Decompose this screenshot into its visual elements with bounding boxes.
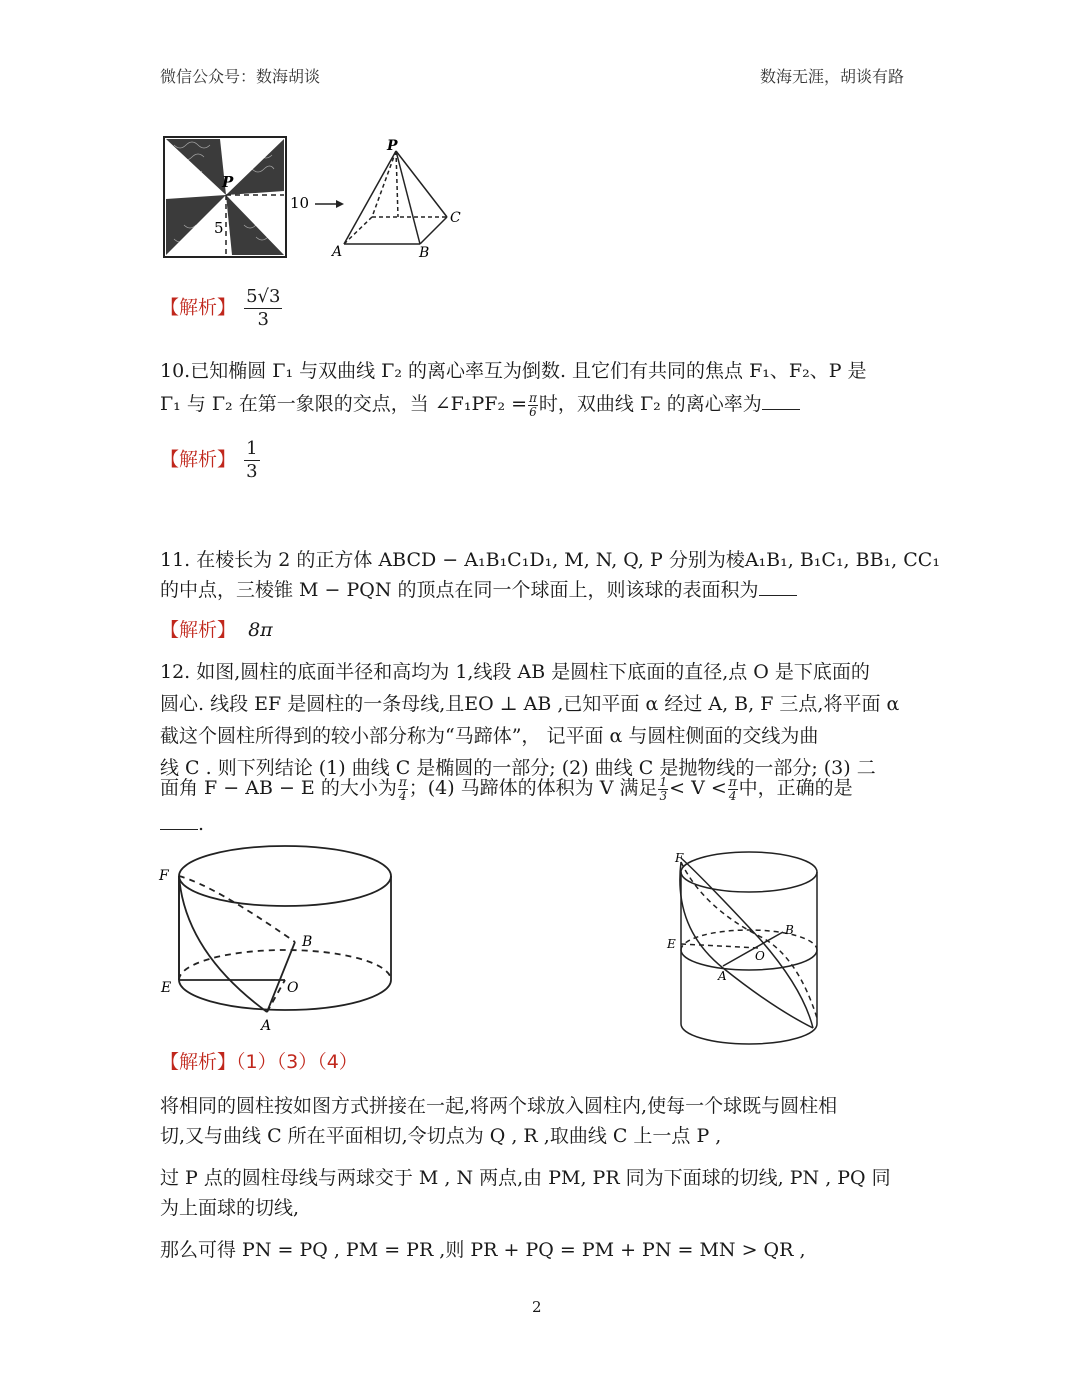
answer-11 [160, 614, 920, 646]
label-o: O [755, 949, 765, 963]
label-e: E [161, 980, 172, 996]
label-p: P [222, 173, 234, 191]
q12-line6: . [160, 808, 920, 840]
label-f: F [159, 868, 169, 884]
solution-p1a: 将相同的圆柱按如图方式拼接在一起,将两个球放入圆柱内,使每一个球既与圆柱相 [160, 1095, 838, 1117]
frac-num: 1 [246, 438, 258, 459]
q12-line1: 12. 如图,圆柱的底面半径和高均为 1,线段 AB 是圆柱下底面的直径,点 O 是下底面的 [160, 661, 870, 683]
q11-line1: 11. 在棱长为 2 的正方体 ABCD − A₁B₁C₁D₁, M, N, Q, P 分别为棱A₁B₁, B₁C₁, BB₁, CC₁ [160, 549, 940, 571]
q12-line4: 线 C . 则下列结论 (1) 曲线 C 是椭圆的一部分; (2) 曲线 C 是抛物线的一部分; (3) 二 [160, 757, 876, 779]
q11-line2: 的中点，三棱锥 M − PQN 的顶点在同一个球面上，则该球的表面积为 [160, 574, 920, 606]
label-5: 5 [214, 219, 224, 237]
q12-line2: 圆心. 线段 EF 是圆柱的一条母线,且EO ⊥ AB ,已知平面 α 经过 A, B, F 三点,将平面 α [160, 693, 900, 715]
label-e: E [667, 937, 676, 951]
label-b: B [785, 923, 794, 937]
q12-line5: 面角 F − AB − E 的大小为 $\frac{\pi}{4}$ ；(4) 马蹄体的体积为 V 满足 $\frac{1}{3}$ < V < $\frac{\pi}{4}$ 中，正确的是 [160, 775, 853, 803]
answer-tag: 【解析】 [160, 296, 237, 319]
figure-square-pyramid [160, 135, 480, 260]
answer-blank [160, 811, 198, 830]
label-10: 10 [290, 194, 310, 212]
figure-cylinder-left [155, 842, 400, 1037]
label-f: F [675, 851, 684, 865]
label-a: A [718, 969, 727, 983]
frac-den: 3 [257, 309, 269, 330]
answer-12 [160, 1046, 920, 1078]
solution-p3: 那么可得 PN = PQ , PM = PR ,则 PR + PQ = PM + PN = MN > QR , [160, 1239, 806, 1261]
answer-tag: 【解析】 [160, 1051, 237, 1073]
shaded-triangles [166, 139, 284, 255]
page-number: 2 [532, 1298, 542, 1316]
answer-tag: 【解析】 [160, 619, 237, 641]
label-b: B [419, 245, 430, 260]
answer-value: 8π [248, 619, 273, 641]
answer-10 [160, 440, 920, 481]
solution-p1b: 切,又与曲线 C 所在平面相切,令切点为 Q , R ,取曲线 C 上一点 P , [160, 1125, 722, 1147]
pyramid [344, 151, 447, 244]
solution-p2b: 为上面球的切线, [160, 1197, 300, 1219]
answer-tag: 【解析】 [160, 448, 237, 471]
label-a: A [261, 1018, 272, 1034]
answer-9 [160, 288, 920, 329]
answer-blank [759, 577, 797, 596]
figure-cylinder-right [663, 848, 833, 1046]
frac-den: 3 [246, 461, 258, 482]
frac-num: 5√3 [246, 286, 281, 307]
q10-line2: Γ₁ 与 Γ₂ 在第一象限的交点，当 ∠F₁PF₂ = $\frac{\pi}{6}$ 时，双曲线 Γ₂ 的离心率为 [160, 388, 920, 420]
header-left: 微信公众号：数海胡谈 [160, 67, 321, 86]
answer-blank [762, 391, 800, 410]
q10-line1: 10.已知椭圆 Γ₁ 与双曲线 Γ₂ 的离心率互为倒数. 且它们有共同的焦点 F₁、F₂、P 是 [160, 360, 867, 382]
label-c: C [450, 210, 461, 226]
solution-p2a: 过 P 点的圆柱母线与两球交于 M , N 两点,由 PM, PR 同为下面球的切线, PN , PQ 同 [160, 1167, 891, 1189]
label-a: A [332, 244, 343, 260]
answer-value: （1）（3）（4） [236, 1051, 358, 1073]
label-b: B [302, 934, 313, 950]
q12-line3: 截这个圆柱所得到的较小部分称为“马蹄体”， 记平面 α 与圆柱侧面的交线为曲 [160, 725, 819, 747]
label-o: O [287, 980, 299, 996]
header-right: 数海无涯，胡谈有路 [759, 67, 904, 86]
label-pyr-p: P [387, 138, 398, 154]
